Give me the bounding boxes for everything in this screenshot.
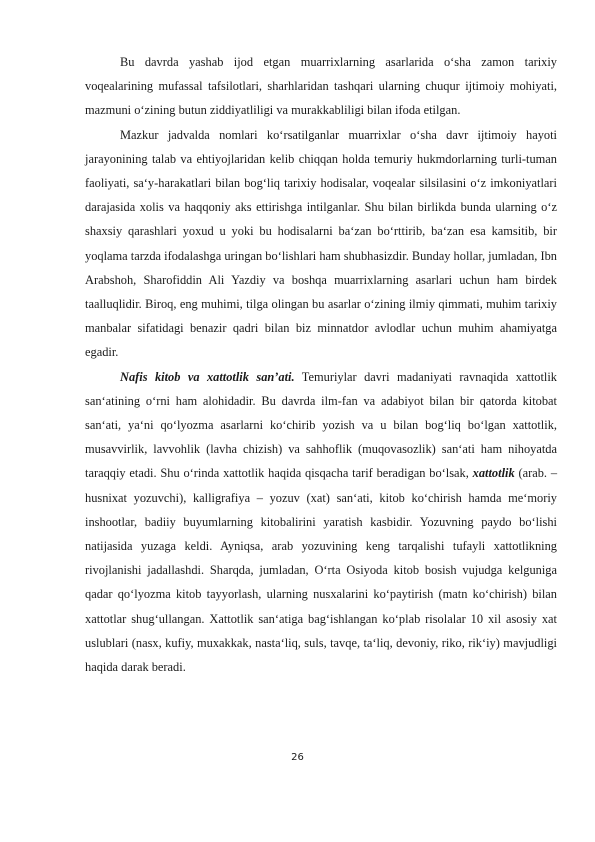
section-heading-nafis-kitob: Nafis kitob va xattotlik san’ati.: [120, 369, 295, 384]
document-page: [85, 50, 557, 679]
term-xattotlik: xattotlik: [472, 466, 515, 481]
paragraph-3-text-a: Temuriylar davri madaniyati ravnaqida xattotlik san‘atining o‘rni ham alohidadir. Bu davrda ilm-fan va adabiyot bilan bir qatorda kitobat san‘ati, ya‘ni qo‘lyozma asarlarni ko‘chirib yozish va u bilan bog‘liq bo‘lgan xattotlik, musavvirlik, lavvohlik (lavha chizish) va sahhoflik (muqovasozlik) san‘ati ham nihoyatda taraqqiy etadi. Shu o‘rinda xattotlik haqida qisqacha tarif beradigan bo‘lsak,: [85, 369, 557, 481]
page-number: 26: [291, 752, 304, 763]
paragraph-1: Bu davrda yashab ijod etgan muarrixlarning asarlarida o‘sha zamon tarixiy voqealarining mufassal tafsilotlari, sharhlaridan tashqari ularning chuqur ijtimoiy mohiyati, mazmuni o‘zining butun ziddiyatliligi va murakkabliligi bilan ifoda etilgan.: [85, 55, 557, 118]
paragraph-3-text-b: (arab. – husnixat yozuvchi), kalligrafiya – yozuv (xat) san‘ati, kitob ko‘chirish hamda me‘moriy inshootlar, badiiy buyumlarning kitobalirini yaratish kasbidir. Yozuvning paydo bo‘lishi natijasida yuzaga keldi. Ayniqsa, arab yozuvining keng tarqalishi tufayli xattotlikning rivojlanishi jadallashdi. Sharqda, jumladan, O‘rta Osiyoda kitob bosish vujudga kelguniga qadar qo‘lyozma kitob tayyorlash, ularning nusxalarini ko‘paytirish (matn ko‘chirish) bilan xattotlar shug‘ullangan. Xattotlik san‘atiga bag‘ishlangan ko‘plab risolalar 10 xil asosiy xat uslublari (nasx, kufiy, muxakkak, nasta‘liq, suls, tavqe, ta‘liq, devoniy, riko, rik‘iy) mavjudligi haqida darak beradi.: [85, 466, 558, 675]
paragraph-2: Mazkur jadvalda nomlari ko‘rsatilganlar muarrixlar o‘sha davr ijtimoiy hayoti jarayonining talab va ehtiyojlaridan kelib chiqqan holda temuriy hukmdorlarning turli-tuman faoliyati, sa‘y-harakatlari bilan bog‘liq tarixiy hodisalar, voqealar silsilasini o‘z imkoniyatlari darajasida xolis va haqqoniy aks ettirishga intilganlar. Shu bilan birlikda bunda ularning o‘z shaxsiy qarashlari yoxud u yoki bu hodisalarni ba‘zan bo‘rttirib, ba‘zan esa kamsitib, bir yoqlama tarzda ifodalashga uringan bo‘lishlari ham shubhasizdir. Bunday hollar, jumladan, Ibn Arabshoh, Sharofiddin Ali Yazdiy va boshqa muarrixlarning asarlari uchun ham birdek taalluqlidir. Biroq, eng muhimi, tilga olingan bu asarlar o‘zining ilmiy qimmati, muhim tarixiy manbalar sifatidagi benazir qadri bilan biz minnatdor avlodlar uchun muhim ahamiyatga egadir.: [85, 127, 557, 360]
paragraph-3: [85, 365, 557, 680]
